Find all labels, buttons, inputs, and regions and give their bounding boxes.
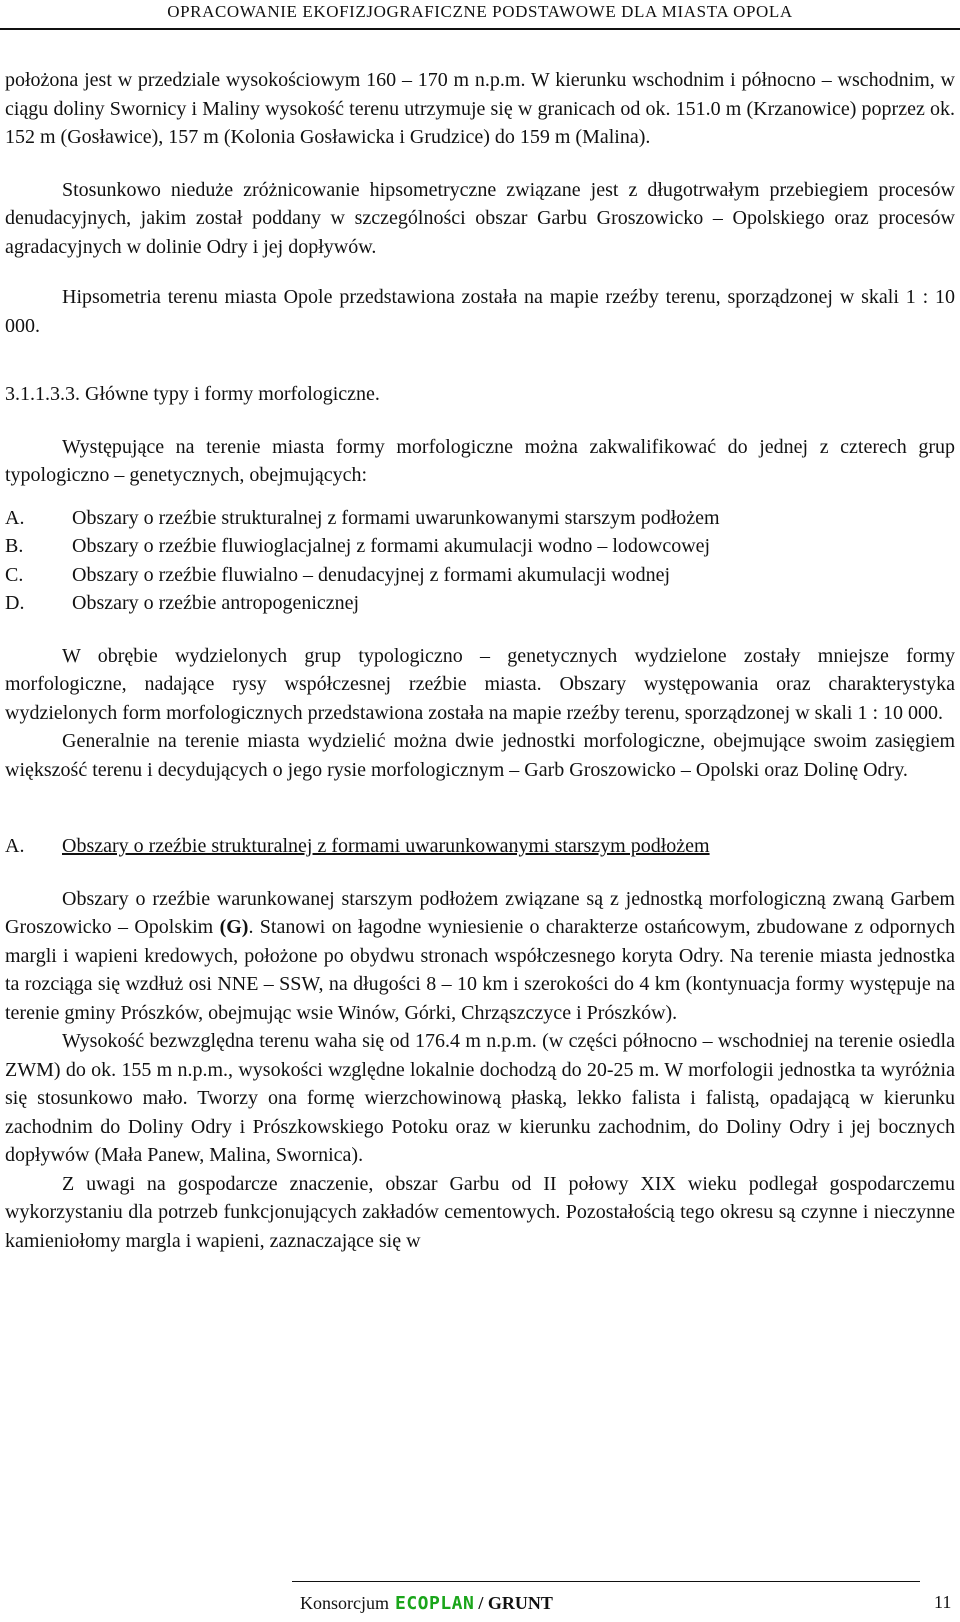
section-a-heading [5, 832, 955, 861]
unit-symbol: (G) [219, 916, 249, 938]
paragraph-hypsometric-variation: Stosunkowo nieduże zróżnicowanie hipsometryczne związane jest z długotrwałym przebiegiem procesów denudacyjnych, jakim został poddany w szczególności obszar Garbu Groszowicko – Opolskiego oraz procesów agradacyjnych w dolinie Odry i jej dopływów. [5, 178, 955, 258]
running-header: OPRACOWANIE EKOFIZJOGRAFICZNE PODSTAWOWE DLA MIASTA OPOLA [167, 2, 793, 21]
paragraph-text: . Stanowi on łagodne wyniesienie o charakterze ostańcowym, zbudowane z odpornych margli i wapieni kredowych, położone po obydwu stronach współczesnego koryta Odry. Na terenie miasta jednostka ta rozciąga się wzdłuż osi NNE – SSW, na długości 8 – 10 km i szerokości do 4 km (kontynuacja formy występuje na terenie gminy Prószków, obejmując wsie Winów, Górki, Chrząszczyce i Prószków). [5, 916, 955, 1024]
list-item-text: Obszary o rzeźbie antropogenicznej [72, 592, 360, 614]
paragraph-morphological-units: Generalnie na terenie miasta wydzielić można dwie jednostki morfologiczne, obejmujące swoim zasięgiem większość terenu i decydujących o jego rysie morfologicznym – Garb Groszowicko – Opolski oraz Dolinę Odry. [5, 730, 955, 781]
footer-divider [292, 1581, 920, 1582]
list-item-text: Obszary o rzeźbie strukturalnej z formami uwarunkowanymi starszym podłożem [72, 506, 720, 529]
footer [300, 1590, 553, 1617]
list-item-text: Obszary o rzeźbie fluwioglacjalnej z formami akumulacji wodno – lodowcowej [72, 535, 711, 557]
paragraph-hypsometry-map: Hipsometria terenu miasta Opole przedstawiona została na mapie rzeźby terenu, sporządzonej w skali 1 : 10 000. [5, 286, 955, 337]
section-a-title: Obszary o rzeźbie strukturalnej z formami uwarunkowanymi starszym podłożem [62, 835, 710, 857]
paragraph-economic-use: Z uwagi na gospodarcze znaczenie, obszar Garbu od II połowy XIX wieku podlegał gospodarczemu wykorzystaniu dla potrzeb funkcjonujących zakładów cementowych. Pozostałością tego okresu są czynne i nieczynne kamieniołomy margla i wapieni, zaznaczające się w [5, 1172, 955, 1252]
paragraph-morphological-groups: Występujące na terenie miasta formy morfologiczne można zakwalifikować do jednej z czterech grup typologiczno – genetycznych, obejmujących: [5, 435, 955, 486]
paragraph-text: Obszary o rzeźbie warunkowanej starszym podłożem związane są z jednostką morfologiczną zwaną Garbem Groszowicko – Opolskim [5, 887, 955, 938]
list-item [5, 532, 955, 561]
list-item-text: Obszary o rzeźbie fluwialno – denudacyjnej z formami akumulacji wodnej [72, 563, 671, 586]
list-item [5, 504, 955, 533]
subsection-heading: 3.1.1.3.3. Główne typy i formy morfologiczne. [5, 383, 380, 405]
list-item-letter: D. [5, 592, 25, 614]
section-a-letter: A. [5, 835, 25, 857]
header-divider [0, 28, 960, 30]
paragraph-smaller-forms: W obrębie wydzielonych grup typologiczno – genetycznych wydzielone zostały mniejsze formy morfologiczne, nadające rysy współczesnej rzeźbie miasta. Obszary występowania oraz charakterystyka wydzielonych form morfologicznych przedstawiona została na mapie rzeźby terenu, sporządzonej w skali 1 : 10 000. [5, 644, 955, 724]
ecoplan-logo: ECOPLAN [395, 1593, 475, 1614]
paragraph-groszowicko-ridge [5, 885, 955, 1028]
list-item-letter: B. [5, 535, 24, 557]
list-item [5, 589, 955, 618]
paragraph-absolute-elevation: Wysokość bezwzględna terenu waha się od 176.4 m n.p.m. (w części północno – wschodniej na terenie osiedla ZWM) do ok. 155 m n.p.m., wysokości względne lokalnie dochodzą do 20-25 m. W morfologii jednostka ta wyróżnia się stosunkowo mało. Tworzy ona formę wierzchowinową płaską, lekko falista i falistą, opadającą w kierunku zachodnim do Doliny Odry i Prószkowskiego Potoku oraz w kierunku zachodnim, do Doliny Odry i jej bocznych dopływów (Mała Panew, Malina, Swornica). [5, 1030, 955, 1166]
footer-suffix: / GRUNT [478, 1593, 553, 1613]
page-number: 11 [934, 1592, 952, 1612]
list-item-letter: A. [5, 506, 25, 529]
footer-prefix: Konsorcjum [300, 1593, 389, 1613]
list-item [5, 561, 955, 590]
paragraph-elevation-range: położona jest w przedziale wysokościowym 160 – 170 m n.p.m. W kierunku wschodnim i północno – wschodnim, w ciągu doliny Swornicy i Maliny wysokość terenu utrzymuje się w granicach od ok. 151.0 m (Krzanowice) poprzez ok. 152 m (Gosławice), 157 m (Kolonia Gosławicka i Grudzice) do 159 m (Malina). [5, 69, 955, 148]
document-body [5, 66, 955, 1255]
list-item-letter: C. [5, 563, 24, 586]
morphological-groups-list [5, 504, 955, 618]
